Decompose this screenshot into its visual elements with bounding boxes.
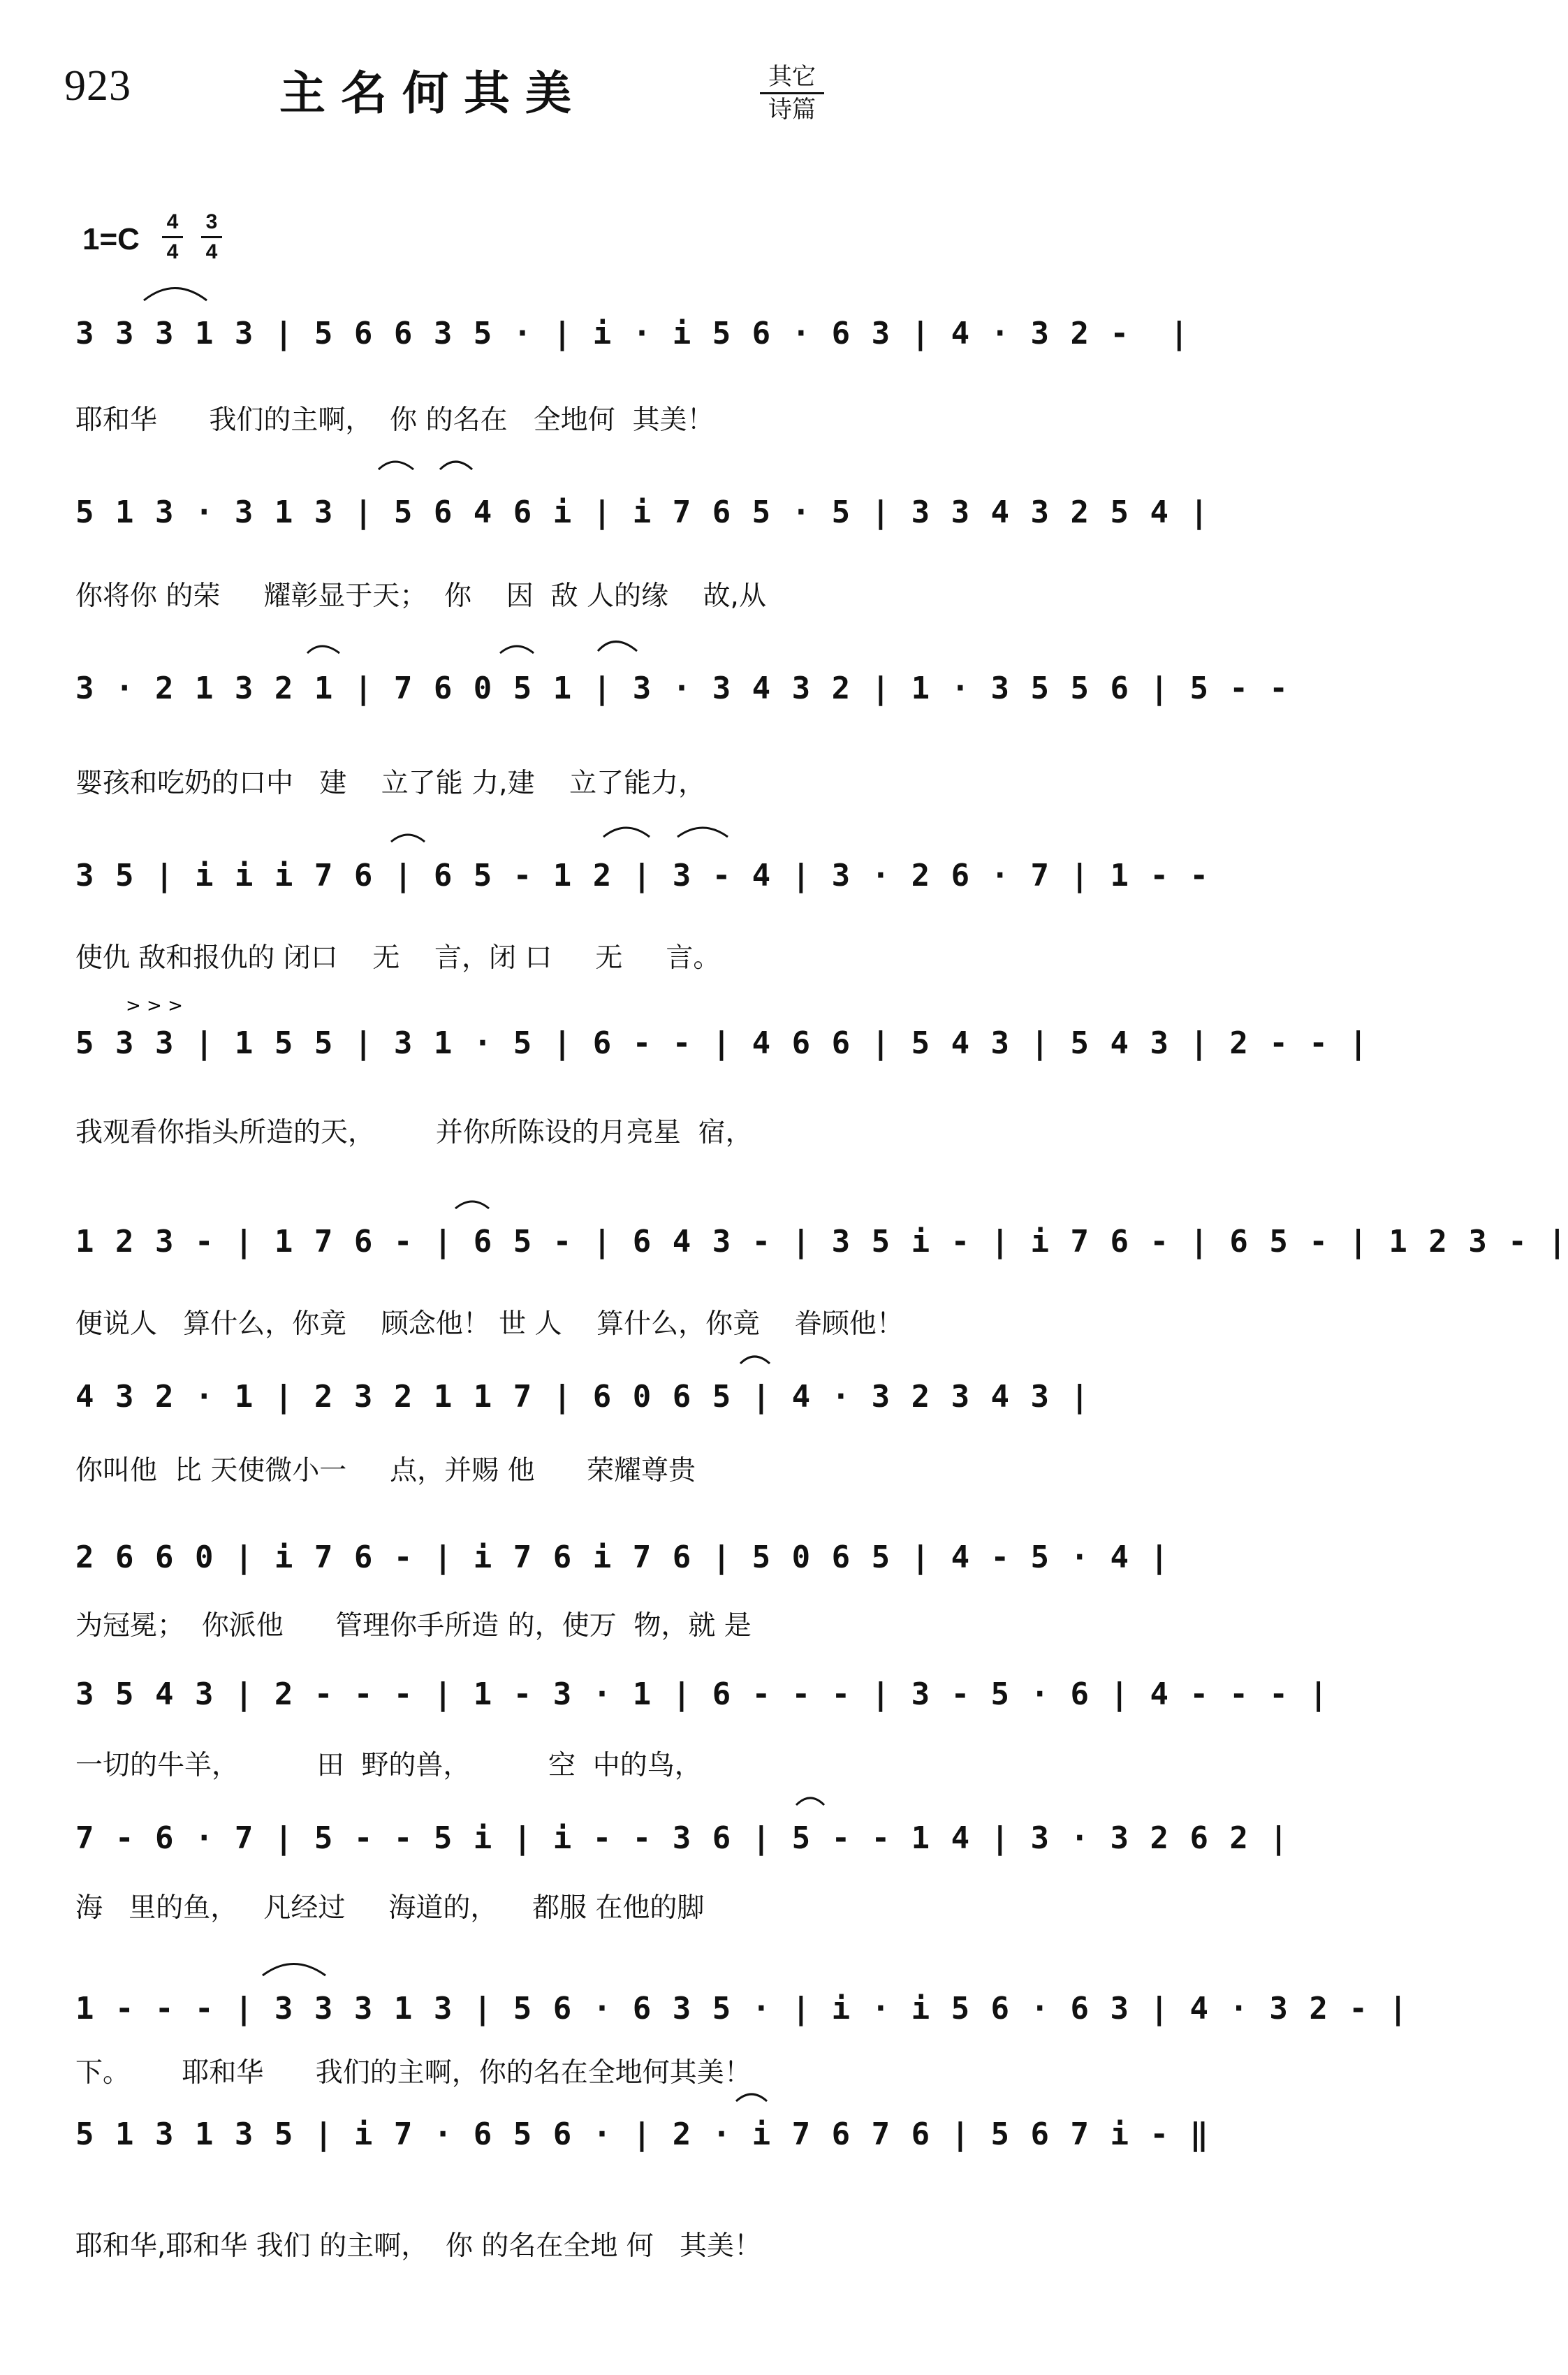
slur-mark bbox=[391, 835, 425, 842]
slur-mark bbox=[677, 828, 728, 837]
notation-line-10: 7 - 6 · 7 | 5 - - 5 i | i - - 3 6 | 5 - - 1 4 | 3 · 3 2 6 2 | bbox=[75, 1820, 1289, 1856]
lyrics-line-1: 耶和华 我们的主啊， 你 的名在 全地何 其美！ bbox=[75, 404, 715, 436]
lyrics-line-10: 海 里的鱼， 凡经过 海道的， 都服 在他的脚 bbox=[75, 1892, 705, 1924]
hymn-title: 主名何其美 bbox=[279, 66, 587, 120]
slur-mark bbox=[740, 1357, 770, 1364]
category-line-1: 其它 bbox=[760, 61, 824, 94]
lyrics-line-7: 你叫他 比 天使微小一 点，并赐 他 荣耀尊贵 bbox=[75, 1455, 696, 1486]
slur-mark bbox=[603, 828, 650, 837]
slur-mark bbox=[379, 462, 413, 469]
slur-mark bbox=[144, 288, 207, 301]
slur-mark bbox=[440, 462, 472, 469]
notation-line-6: 1 2 3 - | 1 7 6 - | 6 5 - | 6 4 3 - | 3 5 i - | i 7 6 - | 6 5 - | 1 2 3 - | bbox=[75, 1224, 1568, 1259]
notation-line-12: 5 1 3 1 3 5 | i 7 · 6 5 6 · | 2 · i 7 6 7 6 | 5 6 7 i - ‖ bbox=[75, 2117, 1210, 2152]
category-label bbox=[760, 61, 824, 125]
slur-mark bbox=[263, 1964, 325, 1976]
lyrics-line-11: 下。 耶和华 我们的主啊，你的名在全地何其美！ bbox=[75, 2057, 752, 2089]
slur-mark bbox=[500, 646, 534, 653]
notation-line-1: 3 3 3 1 3 | 5 6 6 3 5 · | i · i 5 6 · 6 3 | 4 · 3 2 - | bbox=[75, 316, 1190, 351]
lyrics-line-6: 便说人 算什么，你竟 顾念他！ 世 人 算什么，你竟 眷顾他！ bbox=[75, 1308, 904, 1340]
slur-mark bbox=[598, 642, 637, 652]
notation-line-9: 3 5 4 3 | 2 - - - | 1 - 3 · 1 | 6 - - - | 3 - 5 · 6 | 4 - - - | bbox=[75, 1676, 1329, 1712]
notation-line-7: 4 3 2 · 1 | 2 3 2 1 1 7 | 6 0 6 5 | 4 · 3 2 3 4 3 | bbox=[75, 1379, 1091, 1415]
notation-line-3: 3 · 2 1 3 2 1 | 7 6 0 5 1 | 3 · 3 4 3 2 | 1 · 3 5 5 6 | 5 - - bbox=[75, 671, 1289, 706]
lyrics-line-9: 一切的牛羊， 田 野的兽， 空 中的鸟， bbox=[75, 1750, 702, 1781]
lyrics-line-12: 耶和华,耶和华 我们 的主啊， 你 的名在全地 何 其美！ bbox=[75, 2230, 761, 2262]
hymn-number: 923 bbox=[64, 62, 131, 110]
time-signature-1-numerator: 4 bbox=[162, 208, 183, 238]
notation-line-5: 5 3 3 | 1 5 5 | 3 1 · 5 | 6 - - | 4 6 6 | 5 4 3 | 5 4 3 | 2 - - | bbox=[75, 1025, 1369, 1061]
notation-line-8: 2 6 6 0 | i 7 6 - | i 7 6 i 7 6 | 5 0 6 5 | 4 - 5 · 4 | bbox=[75, 1540, 1170, 1575]
slur-mark bbox=[736, 2094, 767, 2101]
time-signature-2 bbox=[201, 208, 222, 266]
notation-line-4: 3 5 | i i i 7 6 | 6 5 - 1 2 | 3 - 4 | 3 · 2 6 · 7 | 1 - - bbox=[75, 858, 1210, 893]
slur-mark bbox=[455, 1201, 489, 1208]
notation-line-11: 1 - - - | 3 3 3 1 3 | 5 6 · 6 3 5 · | i · i 5 6 · 6 3 | 4 · 3 2 - | bbox=[75, 1991, 1409, 2026]
key-signature: 1=C bbox=[82, 222, 140, 256]
time-signature-1-denominator: 4 bbox=[166, 240, 179, 263]
slur-mark bbox=[307, 646, 339, 653]
category-line-2: 诗篇 bbox=[768, 96, 816, 124]
lyrics-line-4: 使仇 敌和报仇的 闭口 无 言，闭 口 无 言。 bbox=[75, 942, 721, 974]
lyrics-line-2: 你将你 的荣 耀彰显于天； 你 因 敌 人的缘 故,从 bbox=[75, 580, 766, 612]
slur-mark bbox=[796, 1798, 824, 1805]
time-signature-1 bbox=[162, 208, 183, 266]
lyrics-line-5: 我观看你指头所造的天， 并你所陈设的月亮星 宿， bbox=[75, 1117, 753, 1148]
accent-mark: > > > bbox=[126, 995, 183, 1016]
time-signature-2-numerator: 3 bbox=[201, 208, 222, 238]
lyrics-line-8: 为冠冕； 你派他 管理你手所造 的，使万 物，就 是 bbox=[75, 1610, 752, 1642]
time-signature-2-denominator: 4 bbox=[205, 240, 218, 263]
lyrics-line-3: 婴孩和吃奶的口中 建 立了能 力,建 立了能力， bbox=[75, 768, 706, 799]
notation-line-2: 5 1 3 · 3 1 3 | 5 6 4 6 i | i 7 6 5 · 5 | 3 3 4 3 2 5 4 | bbox=[75, 495, 1210, 530]
